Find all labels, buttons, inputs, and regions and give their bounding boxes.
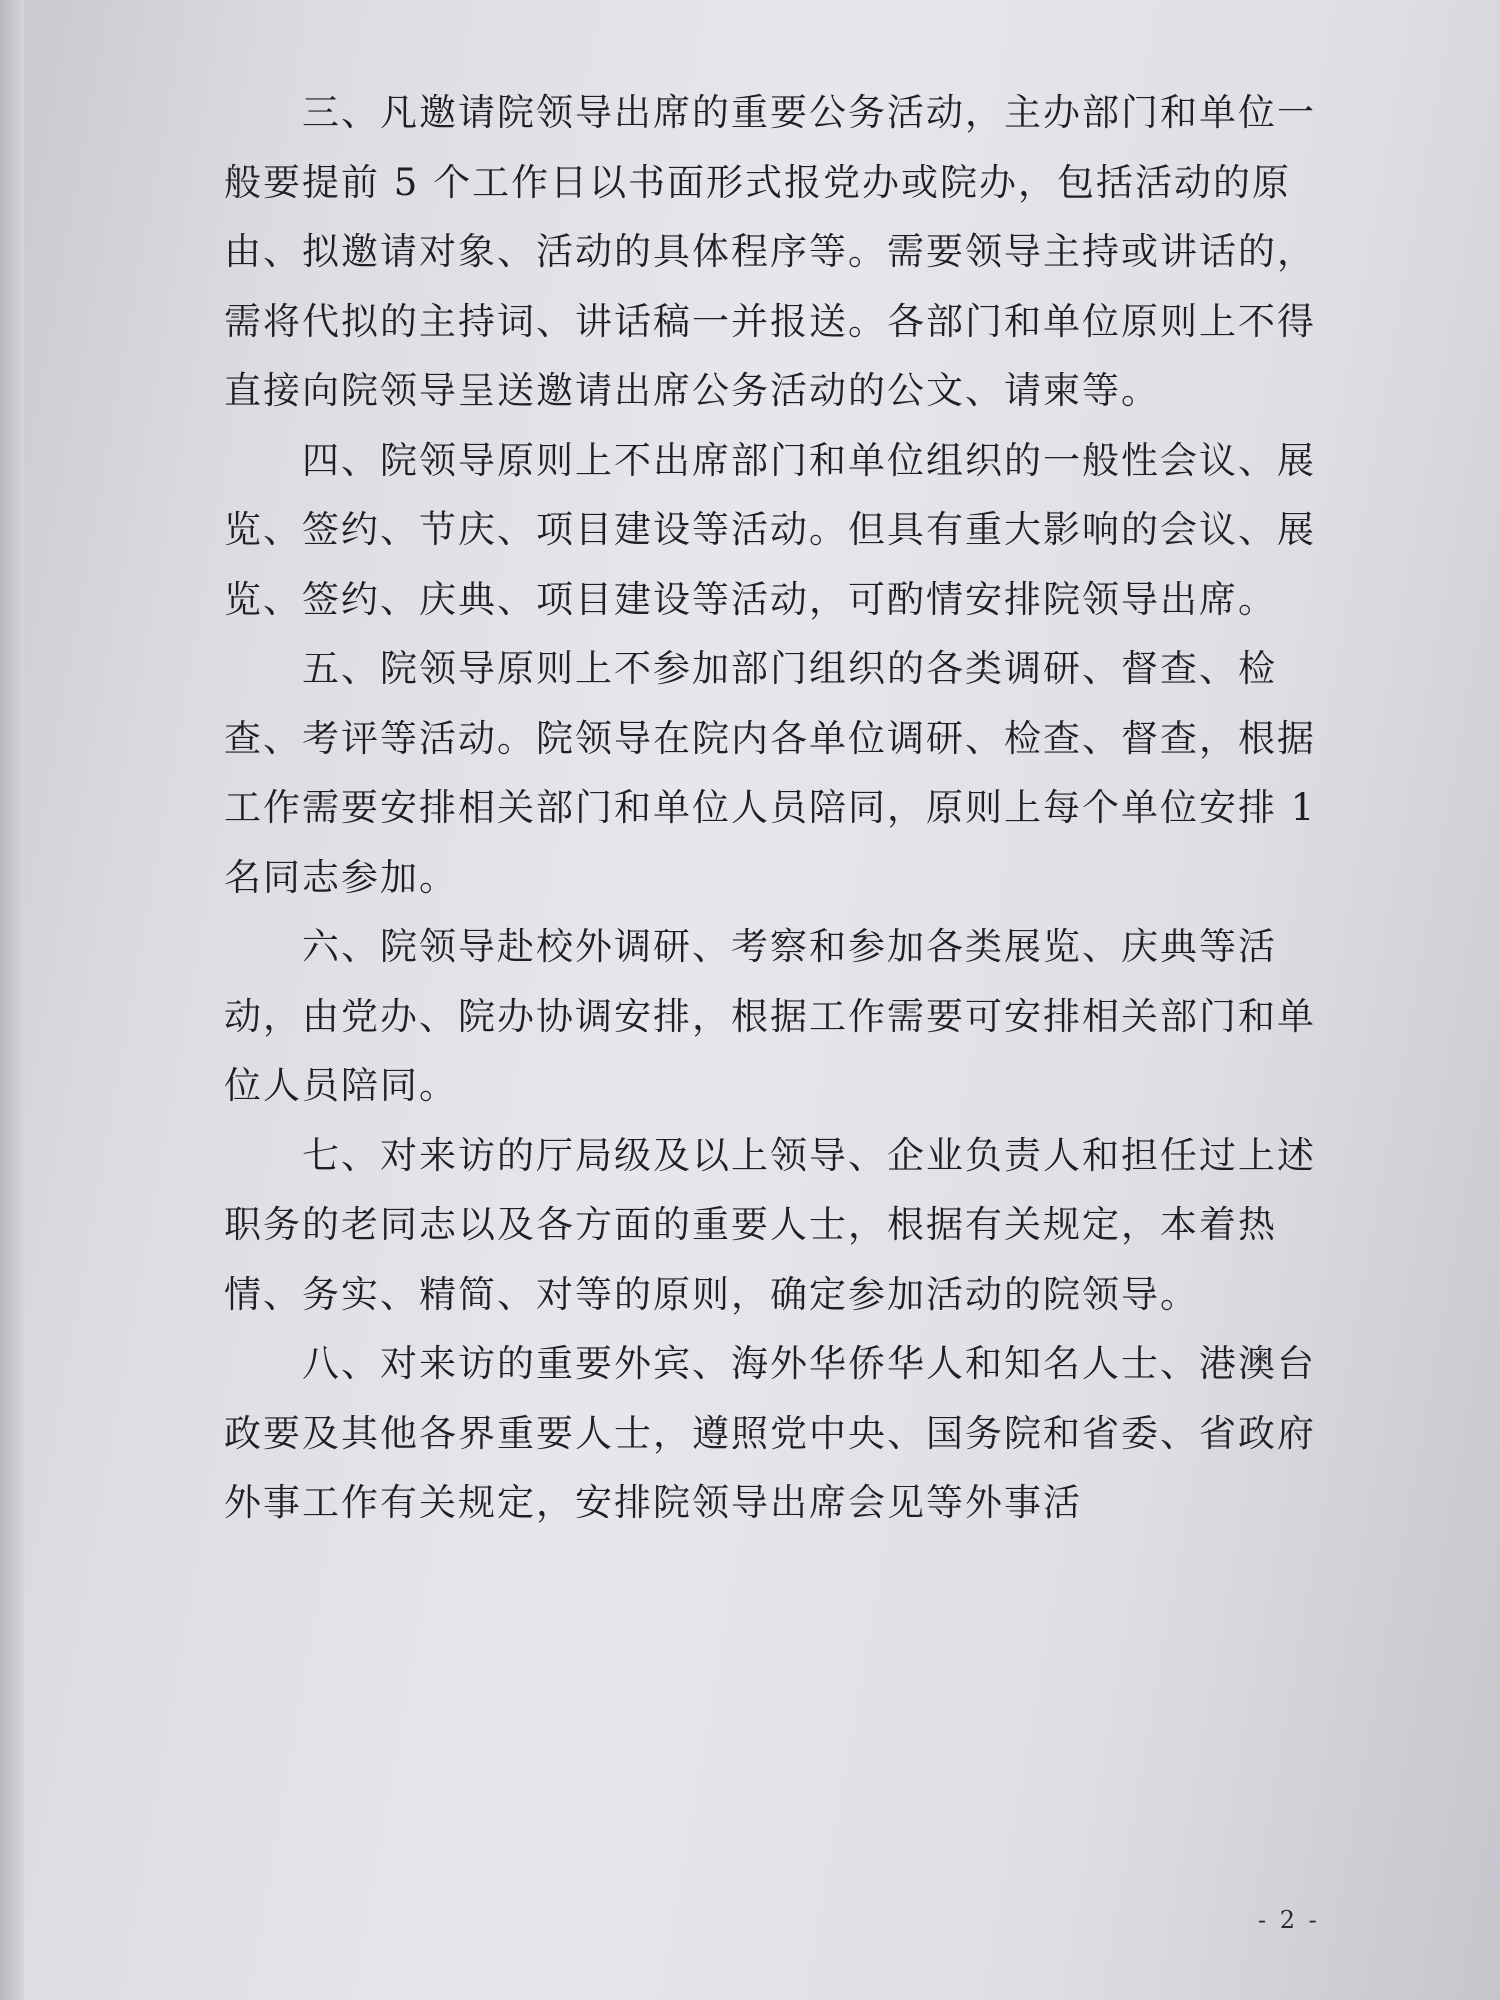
paragraph-3: 三、凡邀请院领导出席的重要公务活动，主办部门和单位一般要提前 5 个工作日以书面形式报党办或院办，包括活动的原由、拟邀请对象、活动的具体程序等。需要领导主持或讲话的，需将代拟的主持词、讲话稿一并报送。各部门和单位原则上不得直接向院领导呈送邀请出席公务活动的公文、请柬等。 bbox=[224, 91, 1316, 412]
document-page bbox=[24, 0, 1500, 2000]
page-left-edge bbox=[0, 0, 24, 2000]
paragraph-5: 五、院领导原则上不参加部门组织的各类调研、督查、检查、考评等活动。院领导在院内各单位调研、检查、督查，根据工作需要安排相关部门和单位人员陪同，原则上每个单位安排 1 名同志参加。 bbox=[224, 647, 1331, 899]
document-body bbox=[224, 78, 1331, 1538]
paragraph-8: 八、对来访的重要外宾、海外华侨华人和知名人士、港澳台政要及其他各界重要人士，遵照党中央、国务院和省委、省政府外事工作有关规定，安排院领导出席会见等外事活 bbox=[224, 1342, 1316, 1524]
paragraph-7: 七、对来访的厅局级及以上领导、企业负责人和担任过上述职务的老同志以及各方面的重要人士，根据有关规定，本着热情、务实、精简、对等的原则，确定参加活动的院领导。 bbox=[224, 1133, 1316, 1316]
paragraph-4: 四、院领导原则上不出席部门和单位组织的一般性会议、展览、签约、节庆、项目建设等活动。但具有重大影响的会议、展览、签约、庆典、项目建设等活动，可酌情安排院领导出席。 bbox=[224, 438, 1316, 621]
page-number: - 2 - bbox=[1258, 1906, 1320, 1934]
paragraph-6: 六、院领导赴校外调研、考察和参加各类展览、庆典等活动，由党办、院办协调安排，根据工作需要可安排相关部门和单位人员陪同。 bbox=[224, 925, 1316, 1107]
